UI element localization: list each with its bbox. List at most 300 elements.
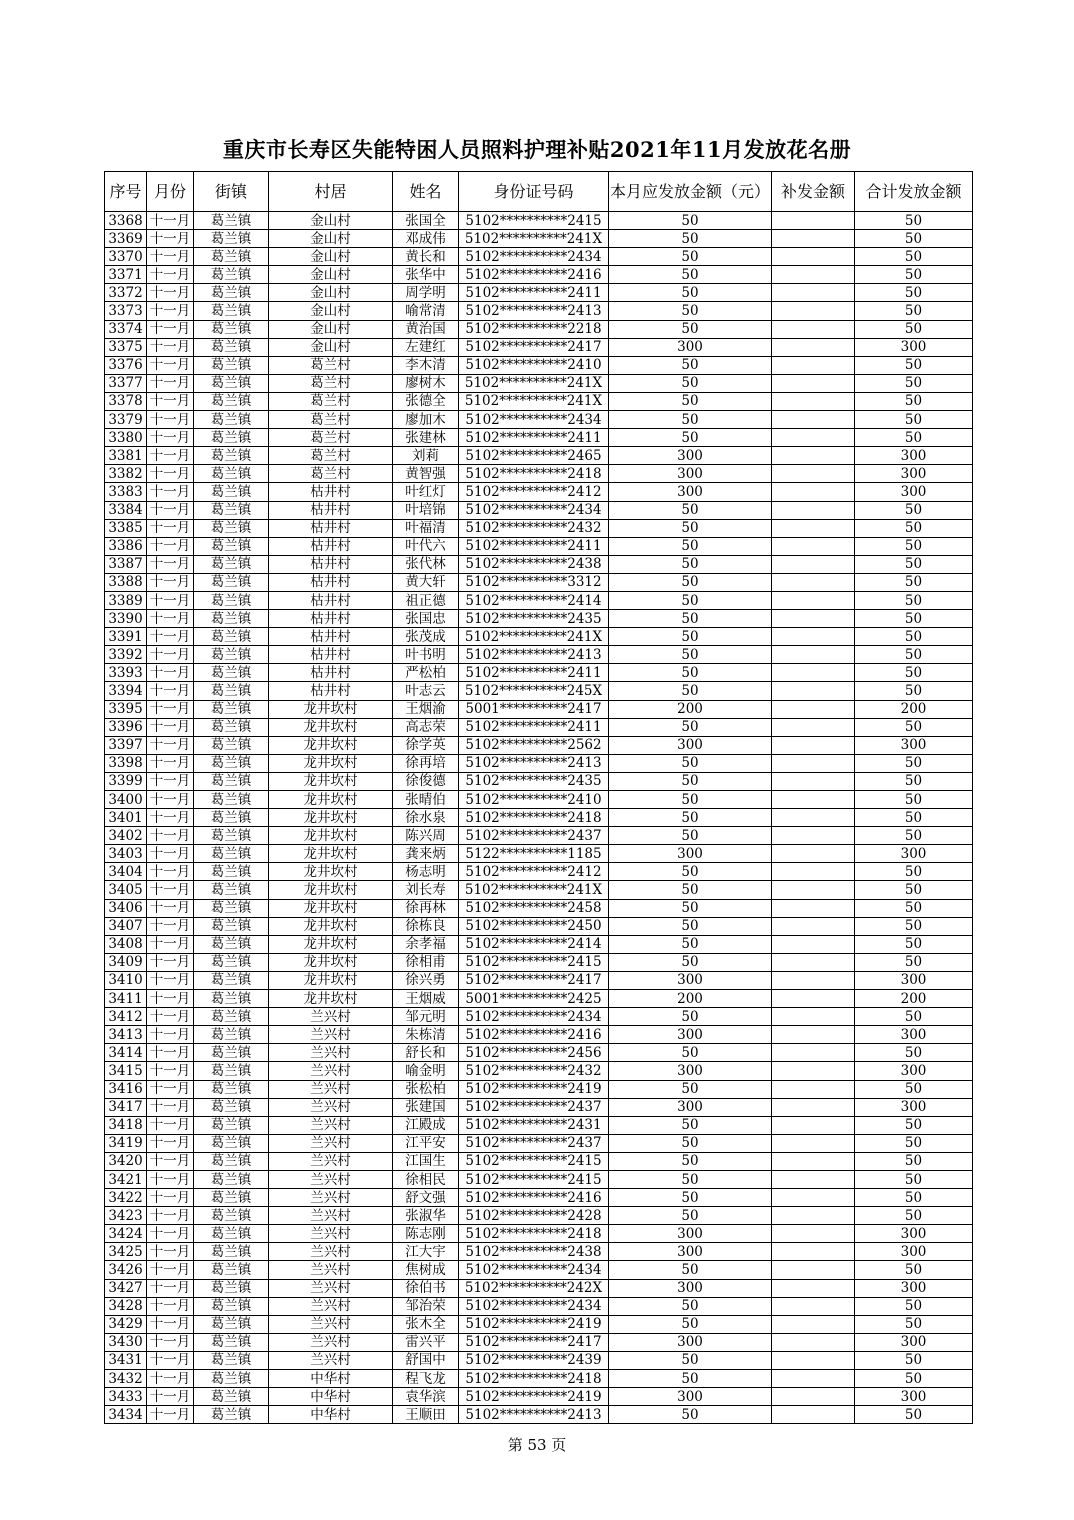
table-cell: 3398 bbox=[105, 754, 147, 772]
table-cell: 十一月 bbox=[147, 827, 194, 845]
table-row bbox=[105, 483, 973, 501]
table-cell: 3410 bbox=[105, 971, 147, 989]
table-cell: 50 bbox=[609, 537, 772, 555]
table-cell: 十一月 bbox=[147, 392, 194, 410]
table-cell: 50 bbox=[855, 284, 973, 302]
table-row bbox=[105, 230, 973, 248]
table-cell: 50 bbox=[609, 501, 772, 519]
table-cell: 枯井村 bbox=[269, 628, 393, 646]
table-cell: 5102**********2413 bbox=[459, 302, 609, 320]
table-cell: 江国生 bbox=[393, 1152, 459, 1170]
table-cell: 50 bbox=[855, 935, 973, 953]
table-cell: 300 bbox=[609, 1388, 772, 1406]
table-cell bbox=[772, 736, 855, 754]
table-row bbox=[105, 1134, 973, 1152]
table-cell: 50 bbox=[855, 1370, 973, 1388]
table-cell: 5102**********2418 bbox=[459, 1370, 609, 1388]
table-cell: 徐相甫 bbox=[393, 953, 459, 971]
table-cell: 5102**********241X bbox=[459, 374, 609, 392]
table-cell: 兰兴村 bbox=[269, 1297, 393, 1315]
table-cell: 50 bbox=[609, 411, 772, 429]
table-cell: 葛兰镇 bbox=[194, 519, 269, 537]
table-cell: 50 bbox=[609, 754, 772, 772]
table-cell bbox=[772, 610, 855, 628]
table-cell: 5102**********2416 bbox=[459, 1189, 609, 1207]
table-cell: 50 bbox=[609, 899, 772, 917]
column-header: 姓名 bbox=[393, 172, 459, 212]
table-cell: 葛兰镇 bbox=[194, 1351, 269, 1369]
table-cell bbox=[772, 447, 855, 465]
table-cell: 叶书明 bbox=[393, 646, 459, 664]
table-cell bbox=[772, 1351, 855, 1369]
table-cell: 邹治荣 bbox=[393, 1297, 459, 1315]
table-cell: 金山村 bbox=[269, 248, 393, 266]
table-cell: 十一月 bbox=[147, 990, 194, 1008]
table-cell bbox=[772, 772, 855, 790]
table-cell: 300 bbox=[855, 1062, 973, 1080]
table-cell: 5102**********2411 bbox=[459, 284, 609, 302]
table-cell: 300 bbox=[609, 1062, 772, 1080]
table-row bbox=[105, 809, 973, 827]
table-cell: 杨志明 bbox=[393, 863, 459, 881]
table-cell: 300 bbox=[855, 447, 973, 465]
table-cell: 50 bbox=[855, 374, 973, 392]
table-cell bbox=[772, 573, 855, 591]
table-cell bbox=[772, 266, 855, 284]
table-cell: 十一月 bbox=[147, 266, 194, 284]
table-cell: 十一月 bbox=[147, 284, 194, 302]
table-row bbox=[105, 628, 973, 646]
table-cell bbox=[772, 845, 855, 863]
table-cell bbox=[772, 338, 855, 356]
header-row bbox=[105, 172, 973, 212]
table-row bbox=[105, 1388, 973, 1406]
table-cell: 5102**********245X bbox=[459, 682, 609, 700]
table-cell: 葛兰镇 bbox=[194, 1279, 269, 1297]
table-cell: 金山村 bbox=[269, 266, 393, 284]
table-cell: 5102**********2438 bbox=[459, 555, 609, 573]
table-cell: 葛兰镇 bbox=[194, 772, 269, 790]
table-cell: 十一月 bbox=[147, 555, 194, 573]
table-cell: 50 bbox=[855, 1207, 973, 1225]
table-cell: 葛兰镇 bbox=[194, 718, 269, 736]
table-cell: 葛兰镇 bbox=[194, 1261, 269, 1279]
table-cell: 50 bbox=[855, 809, 973, 827]
table-row bbox=[105, 682, 973, 700]
table-cell: 中华村 bbox=[269, 1406, 393, 1424]
table-cell: 50 bbox=[609, 827, 772, 845]
table-cell: 50 bbox=[855, 682, 973, 700]
table-cell: 十一月 bbox=[147, 411, 194, 429]
table-cell: 50 bbox=[609, 881, 772, 899]
table-cell: 龙井坎村 bbox=[269, 772, 393, 790]
table-cell: 龙井坎村 bbox=[269, 791, 393, 809]
table-cell: 黄长和 bbox=[393, 248, 459, 266]
table-cell: 兰兴村 bbox=[269, 1207, 393, 1225]
table-cell: 葛兰镇 bbox=[194, 302, 269, 320]
table-cell: 兰兴村 bbox=[269, 1098, 393, 1116]
table-cell: 3403 bbox=[105, 845, 147, 863]
column-header: 街镇 bbox=[194, 172, 269, 212]
table-cell: 王烟渝 bbox=[393, 700, 459, 718]
table-row bbox=[105, 646, 973, 664]
table-cell: 5102**********2418 bbox=[459, 465, 609, 483]
table-cell: 张淑华 bbox=[393, 1207, 459, 1225]
table-cell: 十一月 bbox=[147, 1261, 194, 1279]
table-cell: 龙井坎村 bbox=[269, 953, 393, 971]
table-cell: 兰兴村 bbox=[269, 1008, 393, 1026]
table-cell: 十一月 bbox=[147, 212, 194, 230]
table-row bbox=[105, 772, 973, 790]
table-cell bbox=[772, 501, 855, 519]
table-cell: 十一月 bbox=[147, 1026, 194, 1044]
table-cell: 50 bbox=[855, 230, 973, 248]
table-cell: 50 bbox=[609, 1261, 772, 1279]
table-cell: 50 bbox=[609, 212, 772, 230]
table-cell: 十一月 bbox=[147, 1207, 194, 1225]
table-cell: 50 bbox=[855, 1315, 973, 1333]
table-cell: 5122**********1185 bbox=[459, 845, 609, 863]
table-cell: 严松柏 bbox=[393, 664, 459, 682]
table-cell: 3402 bbox=[105, 827, 147, 845]
table-cell: 300 bbox=[609, 447, 772, 465]
table-cell: 葛兰镇 bbox=[194, 374, 269, 392]
table-cell: 陈兴周 bbox=[393, 827, 459, 845]
table-cell bbox=[772, 212, 855, 230]
table-row bbox=[105, 1370, 973, 1388]
table-cell: 5102**********2411 bbox=[459, 429, 609, 447]
table-cell: 葛兰镇 bbox=[194, 1406, 269, 1424]
table-cell: 葛兰镇 bbox=[194, 1098, 269, 1116]
table-cell bbox=[772, 664, 855, 682]
table-cell: 3390 bbox=[105, 610, 147, 628]
table-cell bbox=[772, 1098, 855, 1116]
table-cell: 江殿成 bbox=[393, 1116, 459, 1134]
table-cell: 50 bbox=[855, 899, 973, 917]
table-cell: 5102**********3312 bbox=[459, 573, 609, 591]
table-cell: 王烟威 bbox=[393, 990, 459, 1008]
table-cell: 葛兰镇 bbox=[194, 338, 269, 356]
table-cell: 300 bbox=[609, 1225, 772, 1243]
column-header: 合计发放金额 bbox=[855, 172, 973, 212]
table-cell: 雷兴平 bbox=[393, 1333, 459, 1351]
table-cell bbox=[772, 1297, 855, 1315]
table-cell: 3408 bbox=[105, 935, 147, 953]
table-cell: 葛兰村 bbox=[269, 411, 393, 429]
table-cell: 3414 bbox=[105, 1044, 147, 1062]
table-cell bbox=[772, 519, 855, 537]
table-cell: 5102**********242X bbox=[459, 1279, 609, 1297]
table-cell bbox=[772, 392, 855, 410]
table-cell: 5102**********2562 bbox=[459, 736, 609, 754]
table-cell: 50 bbox=[855, 356, 973, 374]
table-cell bbox=[772, 537, 855, 555]
table-cell: 300 bbox=[855, 971, 973, 989]
table-row bbox=[105, 266, 973, 284]
table-cell: 300 bbox=[609, 1098, 772, 1116]
table-cell: 3388 bbox=[105, 573, 147, 591]
table-row bbox=[105, 990, 973, 1008]
table-cell: 金山村 bbox=[269, 212, 393, 230]
table-cell: 刘长寿 bbox=[393, 881, 459, 899]
table-cell: 十一月 bbox=[147, 1279, 194, 1297]
table-row bbox=[105, 736, 973, 754]
table-cell: 叶志云 bbox=[393, 682, 459, 700]
table-cell: 3401 bbox=[105, 809, 147, 827]
table-cell bbox=[772, 1044, 855, 1062]
table-cell: 50 bbox=[855, 772, 973, 790]
table-cell: 葛兰镇 bbox=[194, 320, 269, 338]
table-cell: 徐栋良 bbox=[393, 917, 459, 935]
table-cell: 枯井村 bbox=[269, 537, 393, 555]
table-cell: 50 bbox=[855, 266, 973, 284]
table-cell: 50 bbox=[855, 1351, 973, 1369]
table-cell: 兰兴村 bbox=[269, 1062, 393, 1080]
table-cell bbox=[772, 827, 855, 845]
table-cell: 3415 bbox=[105, 1062, 147, 1080]
table-row bbox=[105, 1207, 973, 1225]
table-cell: 50 bbox=[609, 1044, 772, 1062]
table-cell: 十一月 bbox=[147, 664, 194, 682]
table-cell: 叶福清 bbox=[393, 519, 459, 537]
table-cell: 张德全 bbox=[393, 392, 459, 410]
table-cell: 5102**********2415 bbox=[459, 1152, 609, 1170]
table-cell: 朱栋清 bbox=[393, 1026, 459, 1044]
table-row bbox=[105, 1026, 973, 1044]
table-cell: 龙井坎村 bbox=[269, 827, 393, 845]
table-cell: 50 bbox=[855, 392, 973, 410]
table-cell: 5102**********2434 bbox=[459, 501, 609, 519]
table-cell bbox=[772, 1243, 855, 1261]
table-cell: 李木清 bbox=[393, 356, 459, 374]
table-cell: 50 bbox=[609, 519, 772, 537]
table-cell: 3406 bbox=[105, 899, 147, 917]
table-cell: 300 bbox=[609, 338, 772, 356]
table-cell: 3377 bbox=[105, 374, 147, 392]
roster-table bbox=[104, 171, 973, 1424]
table-cell: 3382 bbox=[105, 465, 147, 483]
table-cell: 张代林 bbox=[393, 555, 459, 573]
table-cell: 高志荣 bbox=[393, 718, 459, 736]
table-cell: 5102**********2415 bbox=[459, 953, 609, 971]
table-cell: 刘莉 bbox=[393, 447, 459, 465]
table-row bbox=[105, 519, 973, 537]
table-cell: 3383 bbox=[105, 483, 147, 501]
table-cell: 金山村 bbox=[269, 284, 393, 302]
table-cell: 50 bbox=[609, 302, 772, 320]
table-cell: 左建红 bbox=[393, 338, 459, 356]
table-cell: 十一月 bbox=[147, 1044, 194, 1062]
table-cell: 3386 bbox=[105, 537, 147, 555]
table-cell: 5102**********2415 bbox=[459, 212, 609, 230]
table-cell bbox=[772, 1370, 855, 1388]
table-cell: 50 bbox=[609, 1370, 772, 1388]
table-cell: 江大宇 bbox=[393, 1243, 459, 1261]
table-row bbox=[105, 284, 973, 302]
table-cell: 葛兰镇 bbox=[194, 284, 269, 302]
table-cell: 枯井村 bbox=[269, 573, 393, 591]
table-cell: 3416 bbox=[105, 1080, 147, 1098]
table-cell: 50 bbox=[855, 320, 973, 338]
table-cell: 葛兰镇 bbox=[194, 1080, 269, 1098]
table-row bbox=[105, 1261, 973, 1279]
table-cell: 5102**********2432 bbox=[459, 519, 609, 537]
table-cell: 十一月 bbox=[147, 1333, 194, 1351]
table-cell: 3423 bbox=[105, 1207, 147, 1225]
table-cell: 十一月 bbox=[147, 248, 194, 266]
table-cell: 葛兰镇 bbox=[194, 953, 269, 971]
table-cell: 葛兰镇 bbox=[194, 429, 269, 447]
table-cell: 十一月 bbox=[147, 465, 194, 483]
table-cell: 十一月 bbox=[147, 1152, 194, 1170]
table-cell: 300 bbox=[609, 1333, 772, 1351]
table-cell: 5102**********2458 bbox=[459, 899, 609, 917]
table-row bbox=[105, 501, 973, 519]
table-cell: 50 bbox=[855, 1134, 973, 1152]
table-cell: 张晴伯 bbox=[393, 791, 459, 809]
table-cell bbox=[772, 899, 855, 917]
table-cell: 葛兰镇 bbox=[194, 1152, 269, 1170]
table-cell: 周学明 bbox=[393, 284, 459, 302]
table-row bbox=[105, 338, 973, 356]
table-row bbox=[105, 374, 973, 392]
table-row bbox=[105, 320, 973, 338]
table-row bbox=[105, 700, 973, 718]
table-cell: 3369 bbox=[105, 230, 147, 248]
table-cell: 中华村 bbox=[269, 1370, 393, 1388]
table-cell: 葛兰镇 bbox=[194, 1297, 269, 1315]
table-cell: 50 bbox=[609, 682, 772, 700]
table-cell bbox=[772, 483, 855, 501]
table-row bbox=[105, 718, 973, 736]
table-cell: 50 bbox=[855, 1008, 973, 1026]
table-row bbox=[105, 1279, 973, 1297]
table-cell: 十一月 bbox=[147, 320, 194, 338]
table-row bbox=[105, 212, 973, 230]
table-cell: 十一月 bbox=[147, 1388, 194, 1406]
table-cell: 50 bbox=[609, 791, 772, 809]
table-cell: 3376 bbox=[105, 356, 147, 374]
table-cell bbox=[772, 1152, 855, 1170]
table-cell: 葛兰镇 bbox=[194, 1388, 269, 1406]
table-cell: 3370 bbox=[105, 248, 147, 266]
table-row bbox=[105, 1351, 973, 1369]
table-cell: 枯井村 bbox=[269, 610, 393, 628]
table-cell: 300 bbox=[609, 1026, 772, 1044]
table-cell: 5001**********2425 bbox=[459, 990, 609, 1008]
table-cell: 十一月 bbox=[147, 1170, 194, 1188]
table-cell: 5102**********2417 bbox=[459, 338, 609, 356]
table-row bbox=[105, 953, 973, 971]
table-cell: 葛兰镇 bbox=[194, 1243, 269, 1261]
table-cell: 5102**********2434 bbox=[459, 1261, 609, 1279]
table-cell: 程飞龙 bbox=[393, 1370, 459, 1388]
table-cell: 十一月 bbox=[147, 881, 194, 899]
table-cell: 3426 bbox=[105, 1261, 147, 1279]
table-cell: 十一月 bbox=[147, 863, 194, 881]
table-cell: 50 bbox=[855, 1406, 973, 1424]
table-cell: 3393 bbox=[105, 664, 147, 682]
table-cell: 5102**********2435 bbox=[459, 772, 609, 790]
table-cell: 300 bbox=[855, 736, 973, 754]
table-cell: 50 bbox=[609, 573, 772, 591]
table-cell: 50 bbox=[609, 1351, 772, 1369]
table-row bbox=[105, 1315, 973, 1333]
table-cell: 50 bbox=[609, 356, 772, 374]
table-cell: 5102**********2417 bbox=[459, 971, 609, 989]
table-cell: 50 bbox=[609, 1080, 772, 1098]
table-cell bbox=[772, 1116, 855, 1134]
table-cell: 舒文强 bbox=[393, 1189, 459, 1207]
table-row bbox=[105, 356, 973, 374]
table-cell: 50 bbox=[855, 212, 973, 230]
table-cell: 300 bbox=[609, 736, 772, 754]
table-cell: 300 bbox=[609, 1243, 772, 1261]
table-cell: 3433 bbox=[105, 1388, 147, 1406]
table-cell: 黄智强 bbox=[393, 465, 459, 483]
table-cell: 50 bbox=[609, 1116, 772, 1134]
table-cell: 200 bbox=[609, 700, 772, 718]
table-cell: 王顺田 bbox=[393, 1406, 459, 1424]
table-cell: 50 bbox=[609, 863, 772, 881]
table-cell: 十一月 bbox=[147, 628, 194, 646]
table-cell: 300 bbox=[609, 1279, 772, 1297]
table-cell bbox=[772, 591, 855, 609]
table-row bbox=[105, 1152, 973, 1170]
table-cell: 黄治国 bbox=[393, 320, 459, 338]
table-cell: 枯井村 bbox=[269, 501, 393, 519]
table-cell: 十一月 bbox=[147, 718, 194, 736]
table-cell: 十一月 bbox=[147, 1080, 194, 1098]
table-cell: 十一月 bbox=[147, 917, 194, 935]
table-cell: 3418 bbox=[105, 1116, 147, 1134]
table-cell: 葛兰镇 bbox=[194, 1008, 269, 1026]
table-cell: 50 bbox=[855, 646, 973, 664]
table-cell: 葛兰镇 bbox=[194, 537, 269, 555]
table-cell: 葛兰镇 bbox=[194, 827, 269, 845]
table-cell bbox=[772, 320, 855, 338]
column-header: 身份证号码 bbox=[459, 172, 609, 212]
table-cell: 十一月 bbox=[147, 1315, 194, 1333]
table-cell: 枯井村 bbox=[269, 664, 393, 682]
table-cell: 5102**********2413 bbox=[459, 754, 609, 772]
table-cell: 50 bbox=[855, 1189, 973, 1207]
table-cell: 兰兴村 bbox=[269, 1116, 393, 1134]
table-cell: 50 bbox=[609, 1134, 772, 1152]
table-cell bbox=[772, 682, 855, 700]
table-cell bbox=[772, 1261, 855, 1279]
table-cell: 龙井坎村 bbox=[269, 881, 393, 899]
table-row bbox=[105, 935, 973, 953]
table-cell bbox=[772, 718, 855, 736]
table-cell: 徐兴勇 bbox=[393, 971, 459, 989]
table-cell: 葛兰村 bbox=[269, 356, 393, 374]
table-cell bbox=[772, 917, 855, 935]
table-cell: 十一月 bbox=[147, 429, 194, 447]
table-cell: 3404 bbox=[105, 863, 147, 881]
table-cell: 5102**********2412 bbox=[459, 483, 609, 501]
table-cell bbox=[772, 935, 855, 953]
table-cell: 张建国 bbox=[393, 1098, 459, 1116]
table-cell: 300 bbox=[855, 1225, 973, 1243]
table-cell: 十一月 bbox=[147, 791, 194, 809]
table-cell: 葛兰镇 bbox=[194, 266, 269, 284]
table-cell: 葛兰镇 bbox=[194, 899, 269, 917]
table-cell: 葛兰镇 bbox=[194, 863, 269, 881]
table-cell bbox=[772, 356, 855, 374]
table-cell: 50 bbox=[855, 791, 973, 809]
table-cell: 十一月 bbox=[147, 591, 194, 609]
